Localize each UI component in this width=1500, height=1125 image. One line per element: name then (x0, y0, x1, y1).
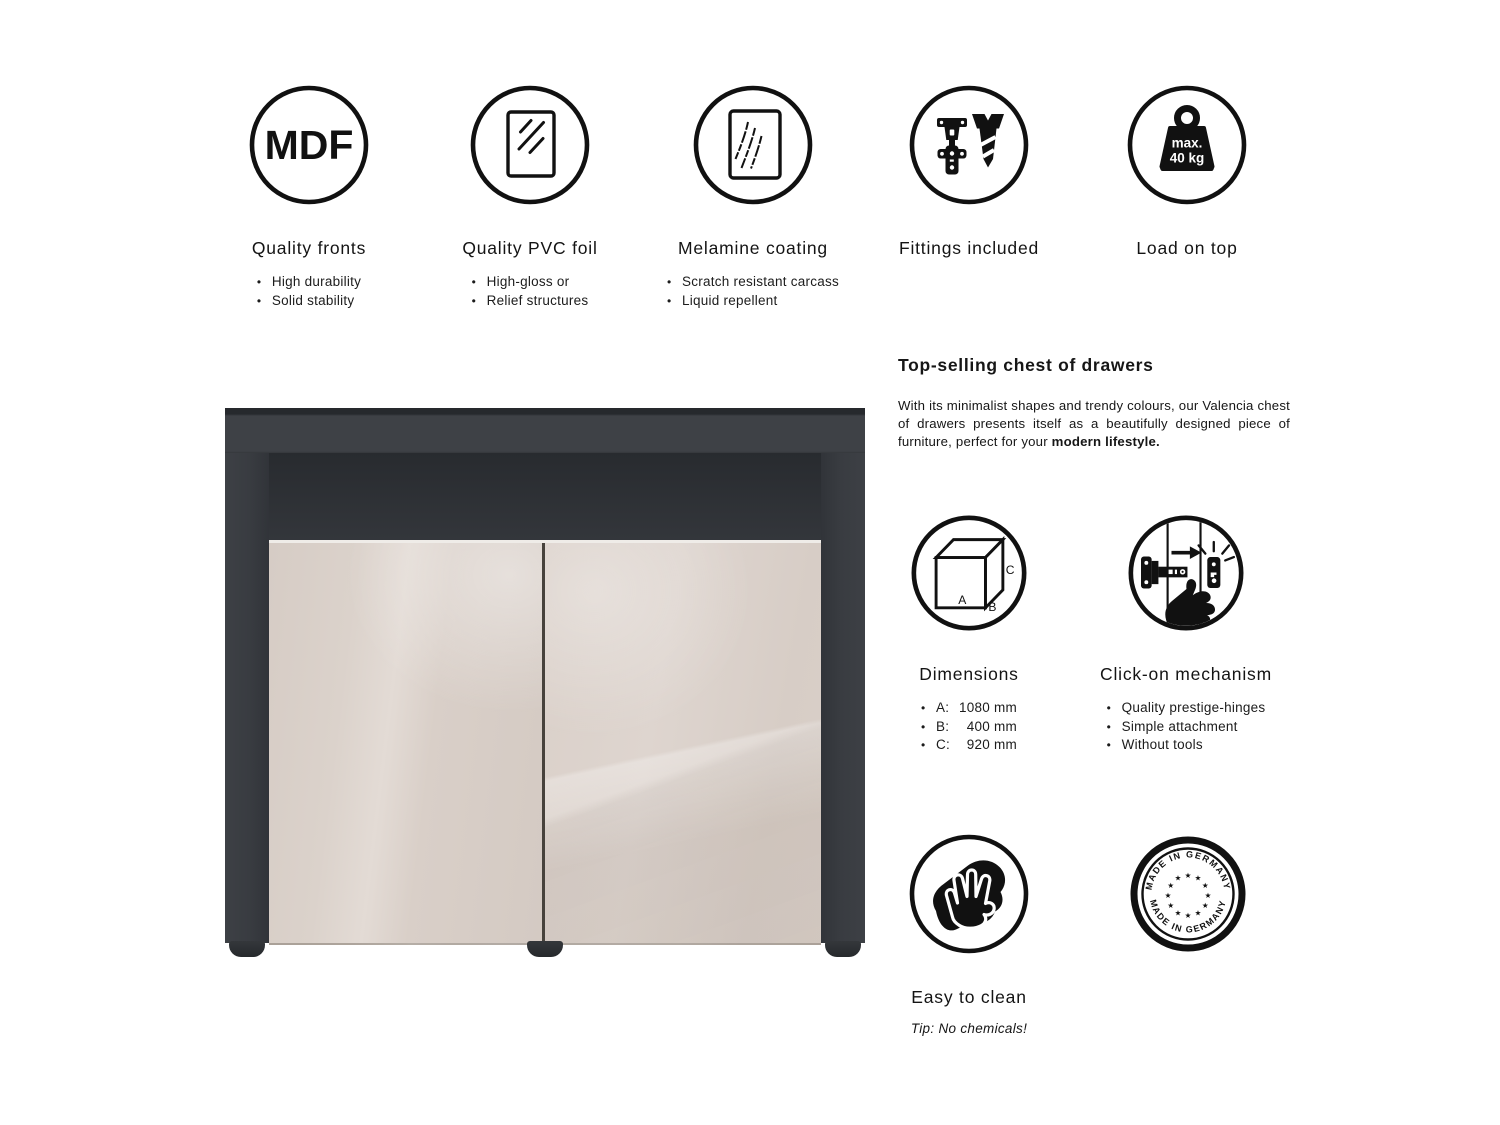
scratch-resistant-panel-icon (691, 83, 815, 207)
dimensions-cube-icon (909, 513, 1029, 633)
star-icon: ★ (1167, 881, 1175, 890)
product-photo-chest-of-drawers (225, 408, 865, 958)
cube-label-b: B (988, 600, 997, 615)
weight-icon-text-line2: 40 kg (1169, 150, 1205, 166)
star-icon: ★ (1201, 901, 1209, 910)
bullet-marker: • (1106, 701, 1112, 715)
stamp-arc-text-top: MADE IN GERMANY (1143, 849, 1233, 891)
star-icon: ★ (1174, 873, 1182, 883)
bullet-item (667, 292, 839, 311)
dimension-label: B: (936, 718, 950, 734)
bullet-marker: • (666, 275, 672, 289)
bullet-marker: • (921, 738, 926, 752)
feature-load-on-top (1057, 83, 1317, 259)
bullet-marker: • (921, 701, 926, 715)
cabinet-right-door (545, 543, 821, 945)
click-on-hinge-icon (1126, 513, 1246, 633)
dimensions-list (921, 699, 1017, 755)
hinge-and-screw-icon (907, 83, 1031, 207)
star-icon: ★ (1194, 908, 1202, 918)
bullet-item (667, 273, 839, 292)
bullet-marker: • (471, 293, 477, 308)
stamp-arc-text-bottom: MADE IN GERMANY (1147, 898, 1229, 935)
star-icon: ★ (1194, 873, 1202, 883)
feature-click-on-mechanism (1056, 513, 1316, 755)
bullet-item (1107, 718, 1266, 737)
feature-title: Quality PVC foil (462, 238, 598, 258)
bullet-marker: • (1106, 738, 1112, 752)
cleaning-hand-cloth-icon (907, 832, 1031, 956)
feature-quality-pvc-foil (400, 83, 660, 310)
feature-title: Easy to clean (911, 987, 1027, 1007)
star-icon: ★ (1184, 871, 1192, 880)
feature-title: Click-on mechanism (1100, 664, 1272, 684)
hand-shape (946, 870, 994, 928)
bullet-marker: • (921, 719, 926, 734)
bullet-text: High durability (271, 274, 362, 289)
dimension-value: 920 mm (966, 737, 1017, 752)
feature-title: Load on top (1136, 238, 1238, 258)
star-icon: ★ (1167, 901, 1175, 910)
weight-max-40kg-icon (1125, 83, 1249, 207)
product-heading: Top-selling chest of drawers (898, 355, 1154, 375)
mdf-badge-icon (247, 83, 371, 207)
star-icon: ★ (1174, 908, 1182, 918)
dimension-label: A: (936, 700, 950, 715)
product-description (898, 397, 1290, 451)
star-icon: ★ (1201, 881, 1209, 890)
feature-bullets (257, 273, 361, 310)
mdf-icon-label: MDF (264, 122, 354, 168)
dimension-item (921, 736, 1017, 755)
cube-label-a: A (958, 592, 967, 607)
feature-bullets (1107, 699, 1266, 755)
star-icon: ★ (1164, 891, 1172, 900)
description-bold-text: modern lifestyle. (1051, 434, 1160, 449)
feature-title: Quality fronts (251, 238, 367, 258)
feature-title: Fittings included (898, 238, 1040, 258)
dimension-label: C: (936, 737, 950, 752)
bullet-text: Solid stability (271, 292, 355, 308)
bullet-marker: • (256, 293, 262, 308)
bullet-text: Scratch resistant carcass (681, 274, 840, 289)
star-icon: ★ (1184, 911, 1192, 920)
cabinet-foot-center (527, 941, 563, 957)
bullet-marker: • (471, 275, 477, 289)
cabinet-open-recess (269, 453, 821, 540)
cabinet-left-side-panel (225, 453, 269, 943)
dimension-item (921, 699, 1017, 718)
bullet-item (472, 273, 589, 292)
pvc-foil-icon (468, 83, 592, 207)
dimension-value: 1080 mm (958, 700, 1017, 715)
bullet-item (472, 292, 589, 311)
feature-bullets (667, 273, 839, 310)
cabinet-top-panel (225, 408, 865, 453)
bullet-text: High-gloss or (486, 274, 570, 289)
cube-label-c: C (1005, 562, 1015, 577)
bullet-item (257, 273, 361, 292)
bullet-text: Quality prestige-hinges (1121, 700, 1266, 715)
weight-icon-text-line1: max. (1171, 135, 1203, 151)
bullet-marker: • (666, 293, 672, 308)
star-icon: ★ (1204, 891, 1212, 900)
bullet-item (1107, 736, 1266, 755)
made-in-germany-seal-icon (1126, 832, 1250, 956)
dimension-value: 400 mm (966, 718, 1017, 734)
cabinet-foot-left (229, 941, 265, 957)
bullet-item (257, 292, 361, 311)
feature-bullets (472, 273, 589, 310)
product-info (898, 355, 1290, 451)
bullet-marker: • (1106, 719, 1112, 734)
cabinet-left-door (269, 543, 542, 945)
bullet-item (1107, 699, 1266, 718)
made-in-germany-stamp (1058, 832, 1318, 961)
bullet-text: Without tools (1121, 737, 1203, 752)
bullet-text: Simple attachment (1121, 718, 1238, 734)
dimension-item (921, 718, 1017, 737)
bullet-text: Liquid repellent (681, 292, 778, 308)
bullet-text: Relief structures (486, 292, 589, 308)
door-gap-line (542, 543, 545, 943)
easy-clean-tip: Tip: No chemicals! (910, 1021, 1028, 1036)
feature-title: Melamine coating (678, 238, 828, 258)
description-text: With its minimalist shapes and trendy colours, our Valencia chest of drawers presents itself as a beautifully designed piece of furniture, perfect for your (898, 398, 1290, 449)
feature-title: Dimensions (919, 664, 1019, 684)
bullet-marker: • (256, 275, 262, 289)
